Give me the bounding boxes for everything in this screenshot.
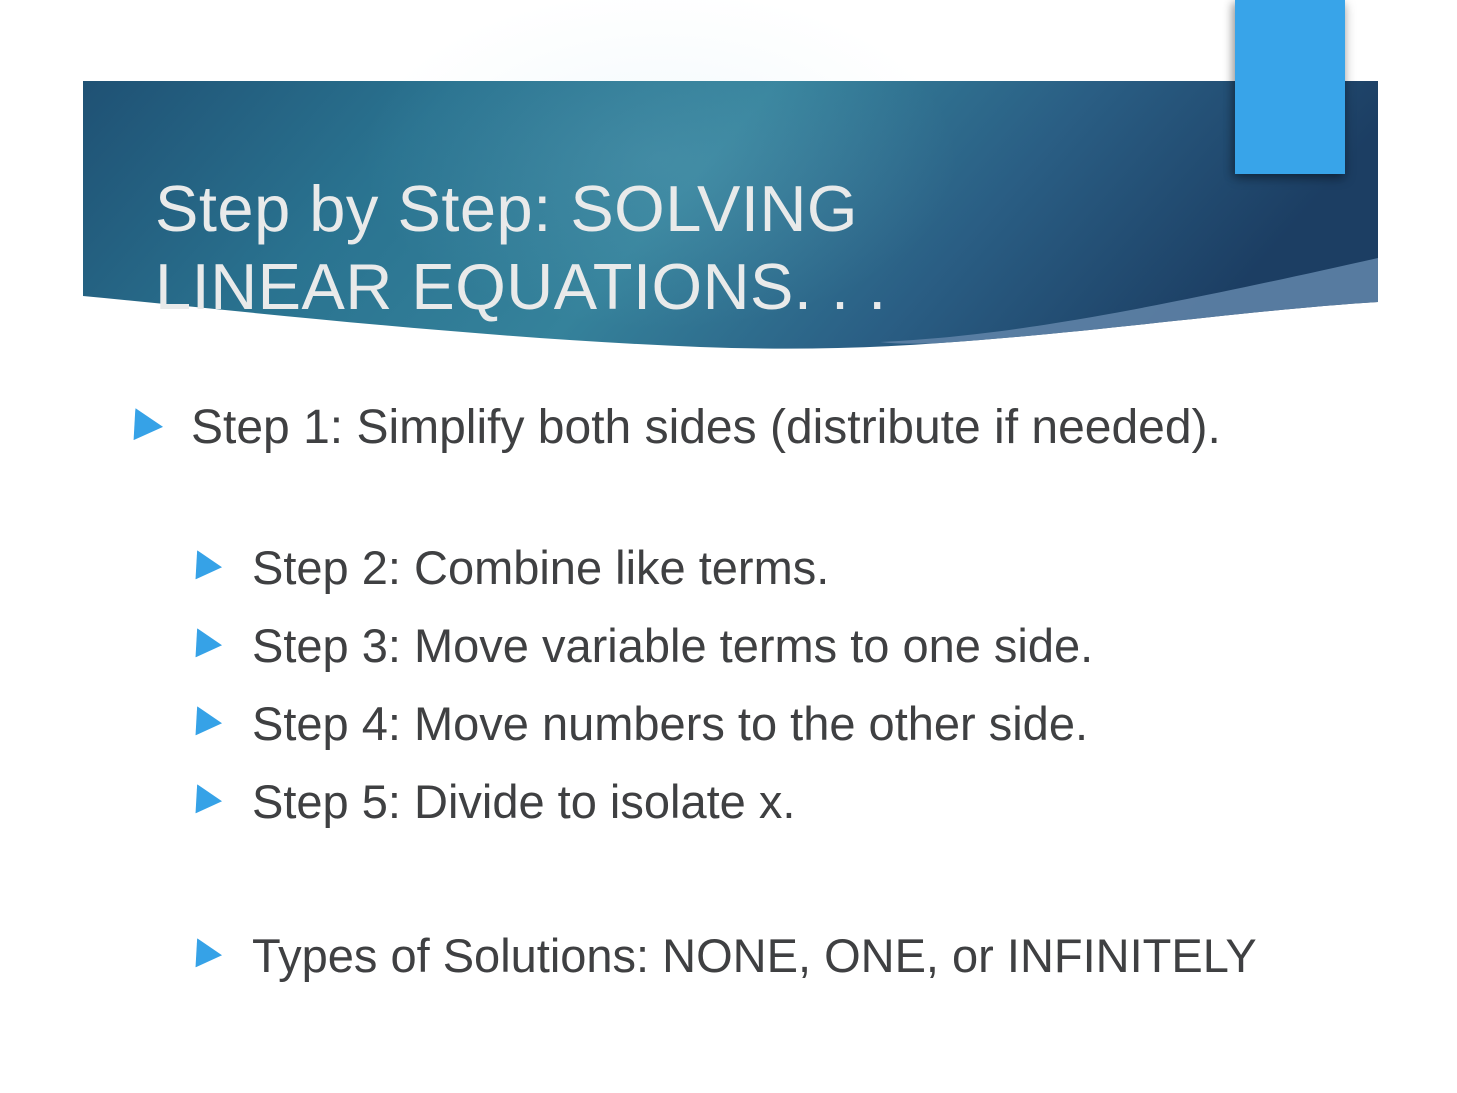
bullet-text: Step 2: Combine like terms. xyxy=(252,541,830,594)
accent-rectangle xyxy=(1235,0,1345,174)
bullet-text: Step 3: Move variable terms to one side. xyxy=(252,619,1094,672)
triangle-bullet-icon xyxy=(131,408,165,444)
list-item xyxy=(195,928,1257,984)
list-item xyxy=(195,696,1257,752)
bullet-text: Step 1: Simplify both sides (distribute if needed). xyxy=(191,401,1221,454)
triangle-bullet-icon xyxy=(193,628,224,660)
slide-title: Step by Step: SOLVING LINEAR EQUATIONS. . . xyxy=(155,171,887,323)
triangle-bullet-icon xyxy=(193,550,224,582)
triangle-bullet-icon xyxy=(193,938,224,970)
list-item xyxy=(195,540,1257,596)
list-item xyxy=(195,774,1257,830)
triangle-bullet-icon xyxy=(193,784,224,816)
bullet-list-level2 xyxy=(195,540,1257,1006)
bullet-text: Types of Solutions: NONE, ONE, or INFINITELY xyxy=(252,929,1257,982)
list-item-level1 xyxy=(133,399,1237,456)
bullet-text: Step 5: Divide to isolate x. xyxy=(252,775,796,828)
triangle-bullet-icon xyxy=(193,706,224,738)
list-item xyxy=(195,618,1257,674)
bullet-text: Step 4: Move numbers to the other side. xyxy=(252,697,1089,750)
